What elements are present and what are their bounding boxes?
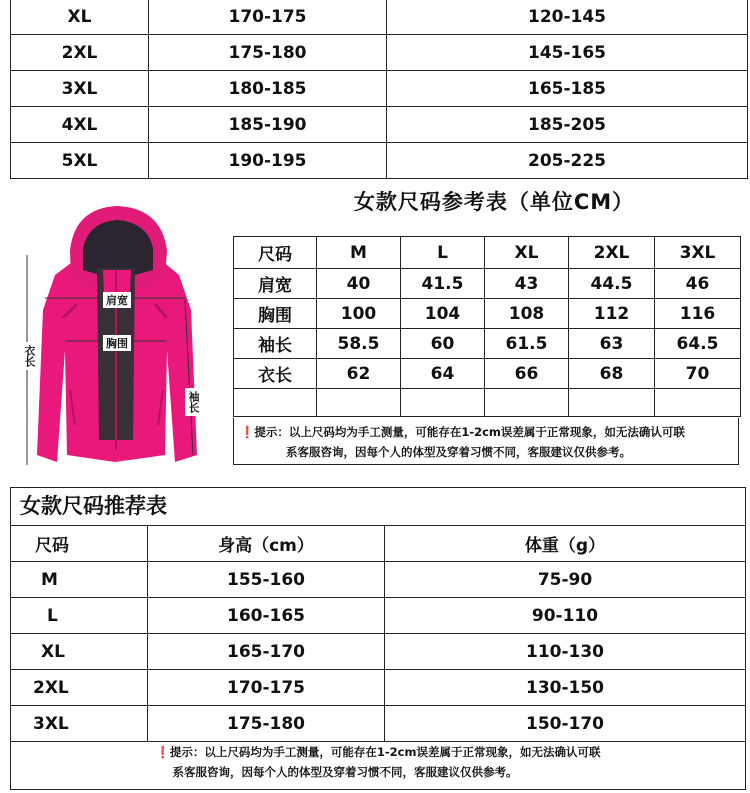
size-chart-table — [233, 236, 741, 417]
size-chart-title: 女款尺码参考表（单位CM） — [353, 190, 635, 214]
value-cell: 116 — [655, 299, 741, 329]
note-line: ❗提示：以上尺码均为手工测量，可能存在1-2cm误差属于正常现象，如无法确认可联 — [155, 745, 601, 759]
header-cell: 体重（g） — [385, 526, 746, 562]
weight-cell: 205-225 — [387, 143, 748, 179]
value-cell: 41.5 — [401, 269, 485, 299]
height-cell: 170-175 — [148, 670, 385, 706]
size-cell: L — [11, 598, 148, 634]
table-row — [11, 562, 746, 598]
note-line: 系客服咨询，因每个人的体型及穿着习惯不同，客服建议仅供参考。 — [286, 445, 631, 459]
label-length: 衣长 — [21, 342, 37, 370]
header-cell: M — [317, 237, 401, 269]
empty-row — [234, 389, 741, 417]
value-cell: 40 — [317, 269, 401, 299]
size-chart-note — [233, 418, 739, 465]
row-label: 胸围 — [234, 299, 317, 329]
size-cell: 5XL — [11, 143, 149, 179]
table-row — [11, 107, 748, 143]
row-label: 袖长 — [234, 329, 317, 359]
value-cell: 62 — [317, 359, 401, 389]
header-cell: 3XL — [655, 237, 741, 269]
size-cell: 3XL — [11, 706, 148, 742]
recommend-note — [10, 742, 746, 782]
label-shoulder: 肩宽 — [103, 292, 131, 308]
recommend-title: 女款尺码推荐表 — [20, 494, 167, 518]
table-row — [11, 0, 748, 35]
label-chest: 胸围 — [103, 335, 131, 351]
table-row — [234, 329, 741, 359]
value-cell: 43 — [485, 269, 569, 299]
weight-cell: 130-150 — [385, 670, 746, 706]
height-cell: 175-180 — [149, 35, 387, 71]
height-cell: 165-170 — [148, 634, 385, 670]
value-cell: 70 — [655, 359, 741, 389]
table-header-row — [234, 237, 741, 269]
header-cell: XL — [485, 237, 569, 269]
size-cell: XL — [11, 0, 149, 35]
table-row — [234, 269, 741, 299]
recommend-table — [10, 525, 746, 742]
value-cell: 64.5 — [655, 329, 741, 359]
value-cell: 112 — [569, 299, 655, 329]
value-cell: 100 — [317, 299, 401, 329]
value-cell: 108 — [485, 299, 569, 329]
height-cell: 155-160 — [148, 562, 385, 598]
value-cell: 60 — [401, 329, 485, 359]
weight-cell: 90-110 — [385, 598, 746, 634]
size-cell: 2XL — [11, 670, 148, 706]
table-row — [11, 71, 748, 107]
header-cell: 身高（cm） — [148, 526, 385, 562]
height-cell: 190-195 — [149, 143, 387, 179]
value-cell: 66 — [485, 359, 569, 389]
row-label: 肩宽 — [234, 269, 317, 299]
value-cell: 46 — [655, 269, 741, 299]
weight-cell: 165-185 — [387, 71, 748, 107]
header-cell: 尺码 — [11, 526, 148, 562]
table-row — [234, 299, 741, 329]
note-line: ❗提示：以上尺码均为手工测量，可能存在1-2cm误差属于正常现象，如无法确认可联 — [240, 425, 685, 439]
height-cell: 160-165 — [148, 598, 385, 634]
weight-cell: 110-130 — [385, 634, 746, 670]
header-cell: L — [401, 237, 485, 269]
value-cell: 68 — [569, 359, 655, 389]
note-line: 系客服咨询，因每个人的体型及穿着习惯不同，客服建议仅供参考。 — [172, 765, 518, 779]
table-row — [11, 143, 748, 179]
size-cell: 2XL — [11, 35, 149, 71]
table-row — [11, 598, 746, 634]
weight-cell: 185-205 — [387, 107, 748, 143]
weight-cell: 120-145 — [387, 0, 748, 35]
value-cell: 64 — [401, 359, 485, 389]
weight-cell: 150-170 — [385, 706, 746, 742]
value-cell: 63 — [569, 329, 655, 359]
weight-cell: 145-165 — [387, 35, 748, 71]
table-row — [234, 359, 741, 389]
table-row — [11, 706, 746, 742]
row-label: 衣长 — [234, 359, 317, 389]
height-cell: 180-185 — [149, 71, 387, 107]
value-cell: 44.5 — [569, 269, 655, 299]
height-cell: 185-190 — [149, 107, 387, 143]
label-sleeve: 袖长 — [185, 388, 201, 416]
size-cell: 4XL — [11, 107, 149, 143]
header-cell: 2XL — [569, 237, 655, 269]
table-row — [11, 670, 746, 706]
height-cell: 175-180 — [148, 706, 385, 742]
value-cell: 61.5 — [485, 329, 569, 359]
height-cell: 170-175 — [149, 0, 387, 35]
weight-cell: 75-90 — [385, 562, 746, 598]
value-cell: 104 — [401, 299, 485, 329]
size-cell: M — [11, 562, 148, 598]
value-cell: 58.5 — [317, 329, 401, 359]
table-row — [11, 35, 748, 71]
header-cell: 尺码 — [234, 237, 317, 269]
table-header-row — [11, 526, 746, 562]
top-size-table — [10, 0, 748, 179]
table-row — [11, 634, 746, 670]
size-cell: XL — [11, 634, 148, 670]
size-cell: 3XL — [11, 71, 149, 107]
